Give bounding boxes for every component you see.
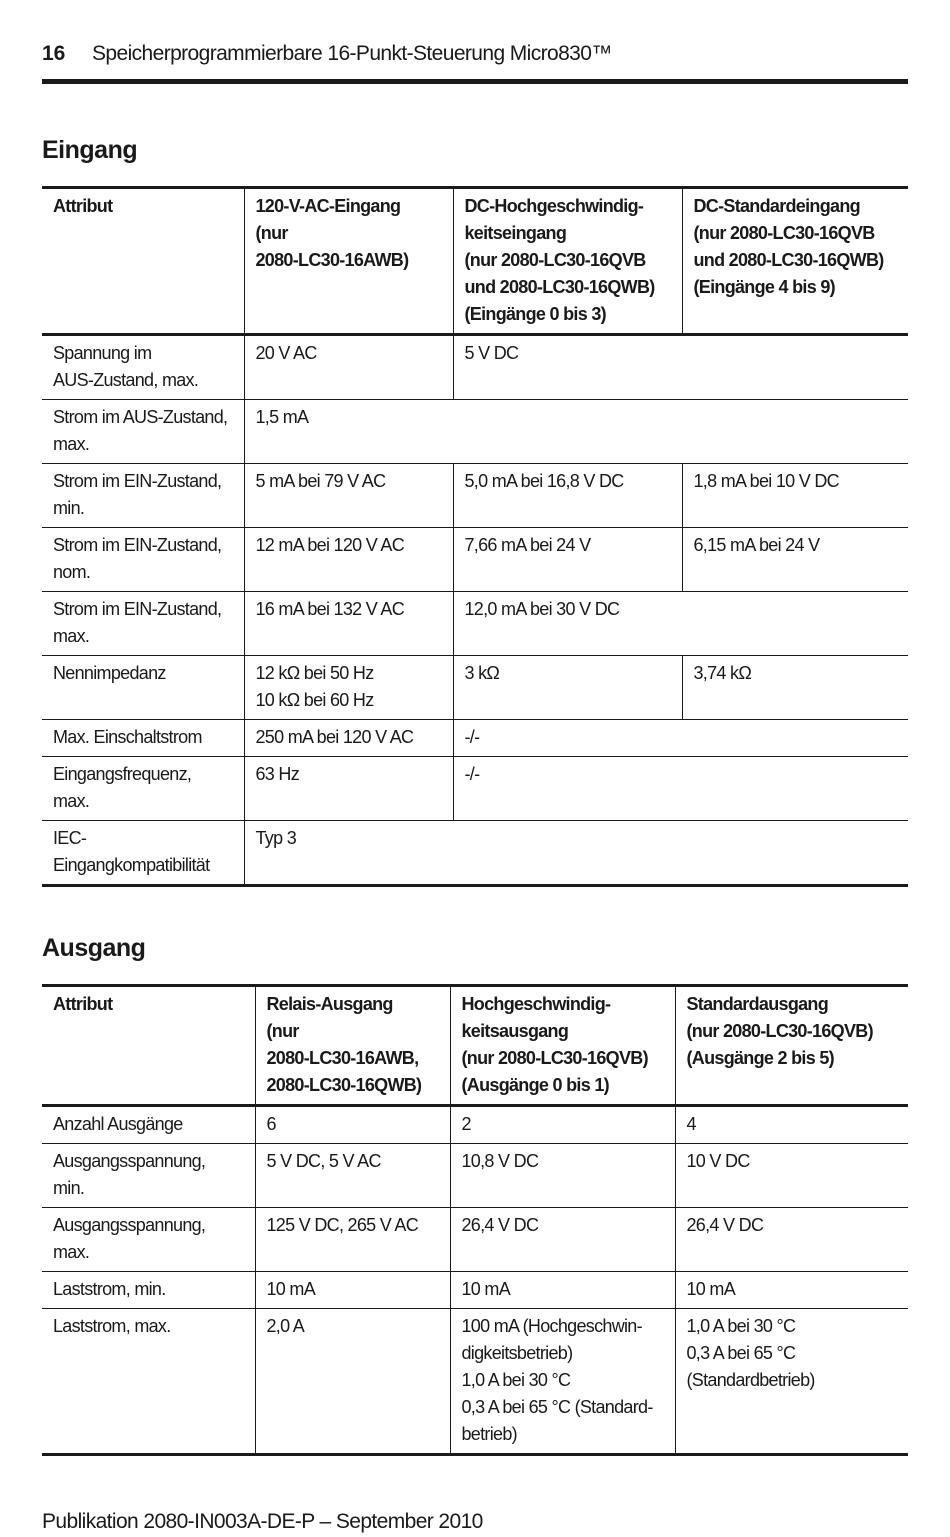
table-cell: 12 mA bei 120 V AC [244, 528, 453, 592]
row-attribute: Strom im EIN-Zustand, max. [53, 599, 222, 646]
table-cell: 3 kΩ [453, 656, 682, 720]
row-attribute: Max. Einschaltstrom [53, 727, 202, 747]
table-row [42, 1208, 908, 1272]
table-cell: 10 mA [450, 1272, 675, 1309]
table-row [42, 528, 908, 592]
table-row [42, 1272, 908, 1309]
table-cell: 10 V DC [675, 1144, 908, 1208]
table-cell: 100 mA (Hochgeschwin- digkeitsbetrieb) 1,0 A bei 30 °C 0,3 A bei 65 °C (Standard- betrieb) [450, 1309, 675, 1455]
row-attribute: Spannung im AUS-Zustand, max. [53, 343, 199, 390]
table-cell: 250 mA bei 120 V AC [244, 720, 453, 757]
row-attribute: Strom im AUS-Zustand, max. [53, 407, 228, 454]
table-row [42, 1144, 908, 1208]
publication-footer: Publikation 2080-IN003A-DE-P – September 2010 [42, 1510, 483, 1533]
row-attribute: Laststrom, max. [53, 1316, 171, 1336]
table-row [42, 720, 908, 757]
column-header: DC-Standardeingang (nur 2080-LC30-16QVB und 2080-LC30-16QWB) (Eingänge 4 bis 9) [682, 188, 908, 335]
table-cell: 10 mA [675, 1272, 908, 1309]
table-row [42, 821, 908, 886]
table-cell: 6,15 mA bei 24 V [682, 528, 908, 592]
row-attribute: IEC- Eingangkompatibilität [53, 828, 210, 875]
table-cell: 2 [450, 1106, 675, 1144]
table-row [42, 757, 908, 821]
table-row [42, 335, 908, 400]
table-cell: 125 V DC, 265 V AC [255, 1208, 450, 1272]
table-cell: 63 Hz [244, 757, 453, 821]
section-title-ausgang: Ausgang [42, 934, 146, 962]
table-row [42, 400, 908, 464]
table-row [42, 464, 908, 528]
row-attribute: Ausgangsspannung, max. [53, 1215, 206, 1262]
table-cell: 7,66 mA bei 24 V [453, 528, 682, 592]
row-attribute: Strom im EIN-Zustand, min. [53, 471, 222, 518]
page-number: 16 [42, 42, 66, 65]
table-cell: 26,4 V DC [450, 1208, 675, 1272]
table-cell: 4 [675, 1106, 908, 1144]
table-cell: 16 mA bei 132 V AC [244, 592, 453, 656]
table-cell: -/- [453, 720, 908, 757]
row-attribute: Ausgangsspannung, min. [53, 1151, 206, 1198]
column-header: Hochgeschwindig- keitsausgang (nur 2080-LC30-16QVB) (Ausgänge 0 bis 1) [450, 986, 675, 1106]
row-attribute: Strom im EIN-Zustand, nom. [53, 535, 222, 582]
table-row [42, 656, 908, 720]
table-cell: 2,0 A [255, 1309, 450, 1455]
table-cell: 1,5 mA [244, 400, 908, 464]
table-cell: 10,8 V DC [450, 1144, 675, 1208]
table-cell: 5 V DC, 5 V AC [255, 1144, 450, 1208]
table-cell: 5,0 mA bei 16,8 V DC [453, 464, 682, 528]
table-row [42, 1106, 908, 1144]
row-attribute: Eingangsfrequenz, max. [53, 764, 192, 811]
table-header-row [42, 188, 908, 335]
table-header-row [42, 986, 908, 1106]
row-attribute: Anzahl Ausgänge [53, 1114, 183, 1134]
section-title-eingang: Eingang [42, 136, 138, 164]
table-row [42, 592, 908, 656]
table-cell: 6 [255, 1106, 450, 1144]
table-row [42, 1309, 908, 1455]
table-cell: Typ 3 [244, 821, 908, 886]
table-cell: 1,8 mA bei 10 V DC [682, 464, 908, 528]
column-header: Attribut [53, 196, 113, 216]
table-cell: -/- [453, 757, 908, 821]
page-header [42, 40, 908, 84]
row-attribute: Nennimpedanz [53, 663, 166, 683]
row-attribute: Laststrom, min. [53, 1279, 166, 1299]
table-cell: 3,74 kΩ [682, 656, 908, 720]
document-title: Speicherprogrammierbare 16-Punkt-Steuerung Micro830™ [92, 42, 612, 65]
column-header: 120-V-AC-Eingang (nur 2080-LC30-16AWB) [244, 188, 453, 335]
table-cell: 5 V DC [453, 335, 908, 400]
table-cell: 12,0 mA bei 30 V DC [453, 592, 908, 656]
column-header: Attribut [53, 994, 113, 1014]
table-cell: 1,0 A bei 30 °C 0,3 A bei 65 °C (Standardbetrieb) [675, 1309, 908, 1455]
input-spec-table [42, 186, 908, 887]
table-cell: 5 mA bei 79 V AC [244, 464, 453, 528]
table-cell: 12 kΩ bei 50 Hz 10 kΩ bei 60 Hz [244, 656, 453, 720]
column-header: Relais-Ausgang (nur 2080-LC30-16AWB, 2080-LC30-16QWB) [255, 986, 450, 1106]
table-cell: 26,4 V DC [675, 1208, 908, 1272]
table-cell: 20 V AC [244, 335, 453, 400]
column-header: Standardausgang (nur 2080-LC30-16QVB) (Ausgänge 2 bis 5) [675, 986, 908, 1106]
output-spec-table [42, 984, 908, 1456]
table-cell: 10 mA [255, 1272, 450, 1309]
column-header: DC-Hochgeschwindig- keitseingang (nur 2080-LC30-16QVB und 2080-LC30-16QWB) (Eingänge 0 bis 3) [453, 188, 682, 335]
